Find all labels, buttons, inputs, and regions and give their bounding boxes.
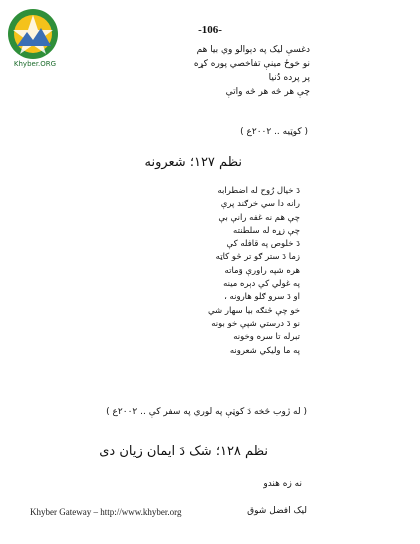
page-number: -106-: [198, 24, 222, 36]
poem-line: دَ خلوص په قافله کې: [226, 239, 300, 250]
poem-line: په ما وليکي شعرونه: [229, 345, 300, 356]
stanza-line: پر پرده دُنيا: [268, 73, 310, 83]
poem-line: هره شپه راورې وَماته: [224, 265, 300, 276]
logo-caption: Khyber.ORG: [13, 60, 57, 68]
stanza: [194, 43, 310, 99]
poem-line: نو دَ درستي شپې خو بونه: [211, 318, 300, 329]
poem-line: او دَ سرو ګلو هارونه ،: [224, 292, 300, 303]
poem-title: نظم ۱۲۷؛ شعرونه: [144, 155, 242, 170]
poem-body: [208, 185, 300, 358]
poem-line: چې هم نه غفه رانې بې: [218, 212, 300, 223]
poem-line: خو چې څنګه بيا سهار شي: [207, 305, 300, 316]
poem-line: رانه دا سي خرګند پرې: [220, 199, 300, 210]
date-note: ( کوټيه .. ۲۰۰۲ع ): [240, 127, 308, 137]
poem-line: چې زړه له سلطنته: [233, 225, 300, 236]
footer-author: ليک افضل شوق: [247, 506, 307, 516]
poem-line: دَ خيال رُوح له اضطرابه: [217, 186, 300, 196]
travel-note: ( له ژوب څخه دَ کوټې په لوري په سفر کې .. ۲۰۰۲ع ): [106, 407, 307, 417]
section-label: نه زه هندو: [263, 479, 302, 489]
poem-line: تبرله تا سره وخونه: [233, 332, 300, 343]
stanza-line: دغسې ليک په دېوالو وي بيا هم: [196, 45, 310, 55]
next-poem-title: نظم ۱۲۸؛ شک دَ ايمان زيان دی: [99, 444, 268, 459]
stanza-line: چې هر څه هر څه واتې: [225, 87, 310, 97]
footer-site-link[interactable]: Khyber Gateway – http://www.khyber.org: [30, 507, 182, 517]
poem-line: په غولي کې دېره مينه: [223, 279, 300, 290]
stanza-line: نو خوځ مينې تفاخصي پوره کړه: [193, 59, 310, 69]
poem-line: زما دَ ستر ګو تر څو کاټه: [215, 252, 300, 263]
